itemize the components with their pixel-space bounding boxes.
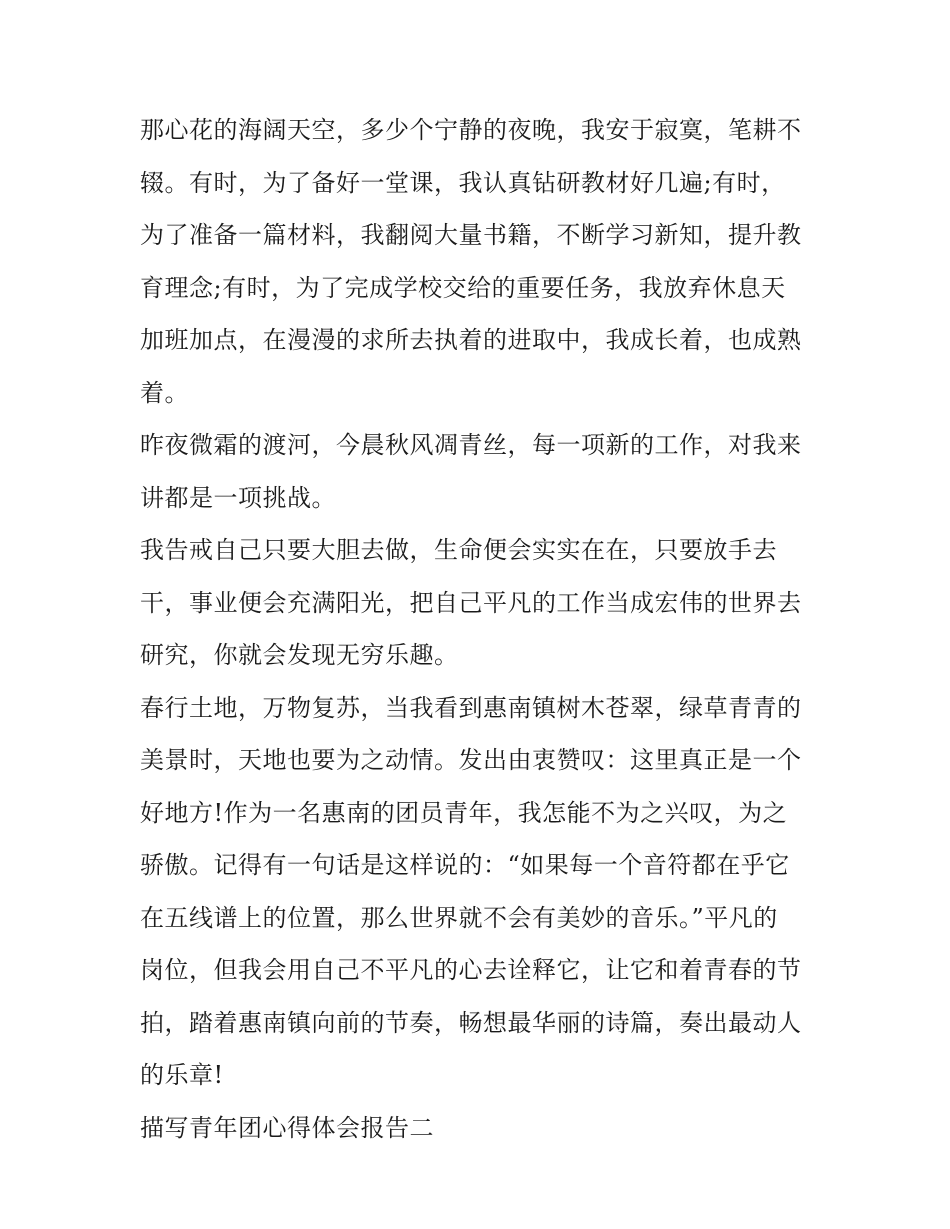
text-line: 在五线谱上的位置，那么世界就不会有美妙的音乐。”平凡的 <box>140 903 778 932</box>
text-line: 加班加点，在漫漫的求所去执着的进取中，我成长着，也成熟 <box>140 326 802 354</box>
text-line: 干，事业便会充满阳光，把自己平凡的工作当成宏伟的世界去 <box>140 588 802 617</box>
text-line: 讲都是一项挑战。 <box>140 483 336 512</box>
text-line: 拍，踏着惠南镇向前的节奏，畅想最华丽的诗篇，奏出最动人 <box>140 1008 802 1037</box>
text-line: 的乐章! <box>140 1061 224 1089</box>
section-heading: 描写青年团心得体会报告二 <box>140 1113 434 1142</box>
text-line: 骄傲。记得有一句话是这样说的：“如果每一个音符都在乎它 <box>140 851 790 879</box>
text-line: 辍。有时，为了备好一堂课，我认真钻研教材好几遍;有时， <box>140 168 786 197</box>
text-line: 那心花的海阔天空，多少个宁静的夜晚，我安于寂寞，笔耕不 <box>140 116 802 144</box>
text-line: 春行土地，万物复苏，当我看到惠南镇树木苍翠，绿草青青的 <box>140 693 802 722</box>
text-line: 我告戒自己只要大胆去做，生命便会实实在在，只要放手去 <box>140 536 777 564</box>
text-line: 美景时，天地也要为之动情。发出由衷赞叹：这里真正是一个 <box>140 746 802 774</box>
text-line: 好地方!作为一名惠南的团员青年，我怎能不为之兴叹，为之 <box>140 798 788 827</box>
text-line: 为了准备一篇材料，我翻阅大量书籍，不断学习新知，提升教 <box>140 221 802 249</box>
text-line: 着。 <box>140 378 189 407</box>
text-line: 昨夜微霜的渡河，今晨秋风凋青丝，每一项新的工作，对我来 <box>140 431 802 459</box>
text-line: 岗位，但我会用自己不平凡的心去诠释它，让它和着青春的节 <box>140 956 802 984</box>
body-text <box>140 104 820 1154</box>
text-line: 研究，你就会发现无穷乐趣。 <box>140 641 459 669</box>
text-line: 育理念;有时，为了完成学校交给的重要任务，我放弃休息天 <box>140 273 786 302</box>
